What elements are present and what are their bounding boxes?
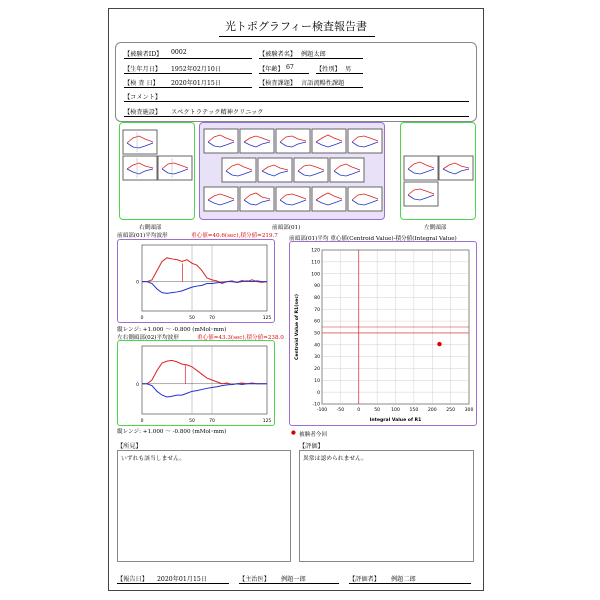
facility-label: 【検査施設】: [124, 109, 162, 116]
underline: [239, 583, 339, 584]
underline: [259, 58, 363, 59]
scatter-frame: [289, 241, 477, 426]
right-temporal-thumbnails: [120, 123, 196, 221]
x-tick-label: 125: [262, 316, 272, 321]
y-tick-label: 60: [314, 319, 320, 325]
sex-label: 【性別】: [316, 66, 341, 73]
x-tick-label: 70: [209, 419, 215, 424]
waveform-top-chart: [118, 240, 273, 321]
x-tick-label: 100: [391, 408, 400, 413]
x-tick-label: 125: [262, 419, 272, 424]
x-tick-label: 250: [446, 408, 456, 413]
age-value: 67: [286, 64, 294, 71]
plot-area: [142, 346, 267, 414]
y-axis-label: Centroid Value of R1(sec): [295, 293, 300, 361]
underline: [349, 583, 471, 584]
x-tick-label: 150: [409, 408, 419, 413]
y-tick-label: 50: [314, 331, 320, 337]
waveform-top-stats: 重心値=40.6(sec),積分値=219.7: [191, 233, 278, 239]
y-tick-label: 120: [311, 248, 320, 254]
y-tick-label: 30: [314, 355, 320, 361]
title-underline: [219, 36, 375, 37]
left-temporal-map-group: [400, 122, 476, 220]
underline: [259, 87, 363, 88]
physician-value: 例題一郎: [281, 576, 306, 583]
exam-date-value: 2020年01月15日: [171, 80, 222, 87]
channel-thumbnail-1: [123, 130, 157, 154]
waveform-bottom-title: 左右側頭部(02)平均波形: [117, 335, 179, 341]
patient-info-block: [115, 42, 477, 122]
report-date-label: 【報告日】: [117, 576, 148, 583]
y-tick-label: 110: [311, 260, 320, 266]
findings-text: いずれも該当しません。: [121, 456, 186, 462]
channel-thumbnail-3: [158, 156, 192, 180]
x-tick-label: 200: [427, 408, 437, 413]
patient-id-value: 0002: [171, 49, 187, 56]
scatter-chart: [290, 242, 475, 424]
patient-id-label: 【被験者ID】: [124, 51, 163, 58]
age-label: 【年齢】: [259, 66, 284, 73]
y-tick-label: 70: [314, 307, 320, 313]
underline: [124, 73, 252, 74]
legend-label: 被験者今回: [299, 432, 327, 438]
underline: [124, 58, 252, 59]
y-tick-label: 40: [314, 343, 320, 349]
y-tick-label: 90: [314, 284, 320, 290]
right-temporal-map-group: [119, 122, 195, 220]
x-tick-label: 0: [140, 419, 144, 424]
birthdate-value: 1952年02月10日: [171, 66, 222, 73]
evaluation-text: 異常は認められません。: [303, 456, 368, 462]
x-axis-label: Integral Value of R1: [369, 418, 422, 423]
physician-label: 【主治医】: [239, 576, 270, 583]
x-tick-label: -50: [336, 408, 345, 413]
waveform-top-title: 前頭部(01)平均波形: [117, 233, 168, 239]
underline: [316, 73, 363, 74]
left-temporal-thumbnails: [401, 123, 477, 221]
frontal-map-group: [199, 122, 385, 220]
plot-area: [142, 245, 267, 311]
underline: [117, 583, 229, 584]
waveform-bottom-chart: [118, 341, 273, 424]
y-tick-label: 80: [314, 295, 320, 301]
waveform-top-frame: [117, 239, 275, 323]
patient-name-value: 例題太郎: [301, 51, 326, 58]
exam-date-label: 【検 査 日】: [124, 80, 159, 87]
report-page: [108, 8, 484, 591]
comment-label: 【コメント】: [124, 94, 162, 101]
underline: [124, 116, 469, 117]
exam-task-value: 言語流暢性課題: [301, 80, 345, 87]
report-date-value: 2020年01月15日: [157, 576, 208, 583]
scatter-title: 前頭部(01)平均 重心値(Centroid Value)-積分値(Integral Value): [289, 236, 457, 242]
patient-name-label: 【被験者名】: [259, 51, 297, 58]
exam-task-label: 【検査課題】: [259, 80, 297, 87]
birthdate-label: 【生年月日】: [124, 66, 162, 73]
waveform-bottom-range: 縦レンジ: +1.000 ～ -0.800 (mMol･mm): [117, 429, 227, 435]
x-tick-label: 50: [189, 419, 195, 424]
x-tick-label: 0: [140, 316, 144, 321]
channel-thumbnail-2: [123, 156, 157, 180]
data-point: [437, 342, 441, 346]
x-tick-label: 50: [374, 408, 381, 413]
y-tick-label: 10: [314, 378, 320, 384]
frontal-label: 前頭部(01): [272, 225, 301, 231]
frontal-thumbnails: [200, 123, 386, 221]
y-zero-label: 0: [136, 280, 139, 286]
waveform-bottom-stats: 重心値=43.3(sec),積分値=238.0: [197, 335, 284, 341]
report-title: 光トポグラフィー検査報告書: [224, 20, 368, 33]
evaluation-label: 【評価】: [299, 443, 324, 450]
y-zero-label: 0: [136, 382, 139, 388]
evaluator-label: 【評価者】: [349, 576, 380, 583]
x-tick-label: 0: [357, 408, 361, 413]
evaluation-box: [299, 450, 474, 562]
x-tick-label: 50: [189, 316, 195, 321]
waveform-top-range: 縦レンジ: +1.000 ～ -0.800 (mMol･mm): [117, 327, 227, 333]
underline: [124, 101, 469, 102]
evaluator-value: 例題二郎: [391, 576, 416, 583]
legend-marker: ●: [291, 430, 296, 436]
underline: [259, 73, 309, 74]
facility-value: スペクトラテック精神クリニック: [171, 109, 264, 116]
sex-value: 男: [345, 66, 352, 73]
x-tick-label: -100: [316, 408, 328, 413]
y-tick-label: 100: [311, 272, 320, 278]
waveform-bottom-frame: [117, 340, 275, 426]
y-tick-label: 0: [317, 390, 320, 396]
right-temporal-label: 右側頭部: [139, 225, 162, 231]
left-temporal-label: 左側頭部: [424, 225, 447, 231]
x-tick-label: 70: [209, 316, 215, 321]
y-tick-label: -10: [312, 402, 320, 408]
underline: [124, 87, 252, 88]
findings-label: 【所見】: [117, 443, 142, 450]
y-tick-label: 20: [314, 367, 320, 373]
x-tick-label: 300: [464, 408, 474, 413]
findings-box: [117, 450, 291, 562]
